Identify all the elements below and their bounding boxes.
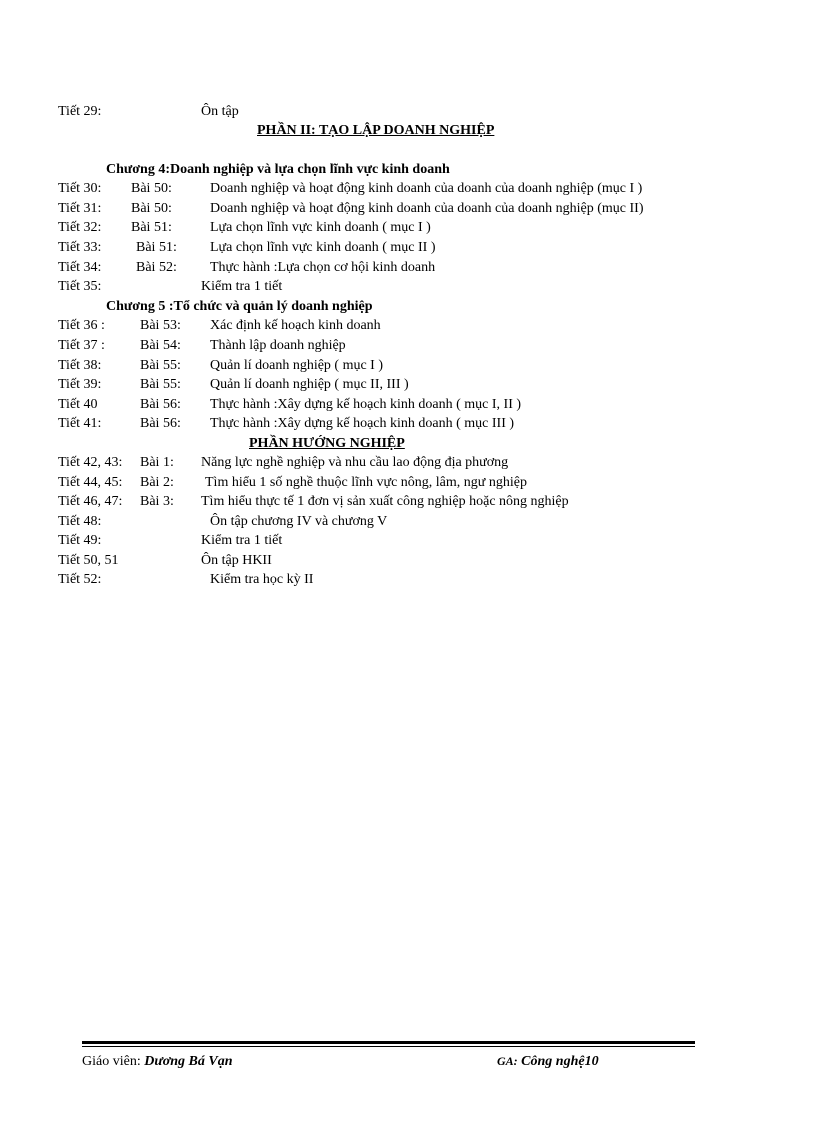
bai-label: Bài 53:: [140, 318, 181, 333]
row-content: Xác định kế hoạch kinh doanh: [210, 318, 381, 333]
tiet-label: Tiết 33:: [58, 240, 102, 255]
subject-name: Công nghệ10: [517, 1054, 599, 1069]
bai-label: Bài 56:: [140, 397, 181, 412]
tiet-label: Tiết 50, 51: [58, 553, 119, 568]
bai-label: Bài 51:: [131, 220, 172, 235]
row-content: Ôn tập chương IV và chương V: [210, 514, 388, 529]
row-content: Kiểm tra 1 tiết: [201, 533, 283, 548]
row-content: Ôn tập HKII: [201, 553, 272, 568]
section-heading-career: PHẦN HƯỚNG NGHIỆP: [249, 436, 405, 451]
bai-label: Bài 54:: [140, 338, 181, 353]
row-content: Thành lập doanh nghiệp: [210, 338, 346, 353]
tiet-label: Tiết 29:: [58, 104, 102, 119]
tiet-label: Tiết 34:: [58, 260, 102, 275]
bai-label: Bài 52:: [136, 260, 177, 275]
footer-divider-thin: [82, 1046, 695, 1047]
bai-label: Bài 2:: [140, 475, 174, 490]
row-content: Năng lực nghề nghiệp và nhu cầu lao động địa phương: [201, 455, 509, 470]
bai-label: Bài 3:: [140, 494, 174, 509]
row-content: Thực hành :Lựa chọn cơ hội kinh doanh: [210, 260, 436, 275]
bai-label: Bài 55:: [140, 358, 181, 373]
footer-teacher: [82, 1054, 232, 1070]
bai-label: Bài 50:: [131, 201, 172, 216]
tiet-label: Tiết 31:: [58, 201, 102, 216]
tiet-label: Tiết 35:: [58, 279, 102, 294]
row-content: Thực hành :Xây dựng kế hoạch kinh doanh ( mục III ): [210, 416, 515, 431]
chapter-5-title: Chương 5 :Tổ chức và quản lý doanh nghiệp: [106, 299, 373, 314]
bai-label: Bài 51:: [136, 240, 177, 255]
tiet-label: Tiết 48:: [58, 514, 102, 529]
row-tiet-29: [58, 104, 101, 120]
tiet-label: Tiết 46, 47:: [58, 494, 123, 509]
row-content: Tìm hiểu thực tế 1 đơn vị sản xuất công nghiệp hoặc nông nghiệp: [201, 494, 569, 509]
ga-label: GA:: [497, 1054, 518, 1068]
tiet-label: Tiết 49:: [58, 533, 102, 548]
row-content: Thực hành :Xây dựng kế hoạch kinh doanh ( mục I, II ): [210, 397, 522, 412]
tiet-label: Tiết 30:: [58, 181, 102, 196]
tiet-label: Tiết 41:: [58, 416, 102, 431]
bai-label: Bài 50:: [131, 181, 172, 196]
row-content: Kiểm tra học kỳ II: [210, 572, 314, 587]
bai-label: Bài 56:: [140, 416, 181, 431]
row-content: Ôn tập: [201, 104, 239, 119]
row-content: Quản lí doanh nghiệp ( mục II, III ): [210, 377, 409, 392]
tiet-label: Tiết 42, 43:: [58, 455, 123, 470]
tiet-label: Tiết 38:: [58, 358, 102, 373]
row-content: Lựa chọn lĩnh vực kinh doanh ( mục II ): [210, 240, 436, 255]
tiet-label: Tiết 37 :: [58, 338, 105, 353]
row-content: Quản lí doanh nghiệp ( mục I ): [210, 358, 384, 373]
section-heading-part-2: PHẦN II: TẠO LẬP DOANH NGHIỆP: [257, 123, 495, 138]
tiet-label: Tiết 52:: [58, 572, 102, 587]
footer-subject: [497, 1054, 599, 1070]
row-content: Tìm hiểu 1 số nghề thuộc lĩnh vực nông, lâm, ngư nghiệp: [205, 475, 527, 490]
teacher-label: Giáo viên:: [82, 1054, 145, 1069]
row-content: Doanh nghiệp và hoạt động kinh doanh của doanh của doanh nghiệp (mục II): [210, 201, 644, 216]
tiet-label: Tiết 39:: [58, 377, 102, 392]
bai-label: Bài 1:: [140, 455, 174, 470]
row-content: Lựa chọn lĩnh vực kinh doanh ( mục I ): [210, 220, 431, 235]
tiet-label: Tiết 32:: [58, 220, 102, 235]
tiet-label: Tiết 44, 45:: [58, 475, 123, 490]
tiet-label: Tiết 36 :: [58, 318, 105, 333]
footer-divider-thick: [82, 1041, 695, 1044]
row-content: Doanh nghiệp và hoạt động kinh doanh của doanh của doanh nghiệp (mục I ): [210, 181, 643, 196]
chapter-4-title: Chương 4:Doanh nghiệp và lựa chọn lĩnh vực kinh doanh: [106, 162, 450, 177]
teacher-name: Dương Bá Vạn: [144, 1054, 233, 1069]
tiet-label: Tiết 40: [58, 397, 98, 412]
bai-label: Bài 55:: [140, 377, 181, 392]
row-content: Kiểm tra 1 tiết: [201, 279, 283, 294]
